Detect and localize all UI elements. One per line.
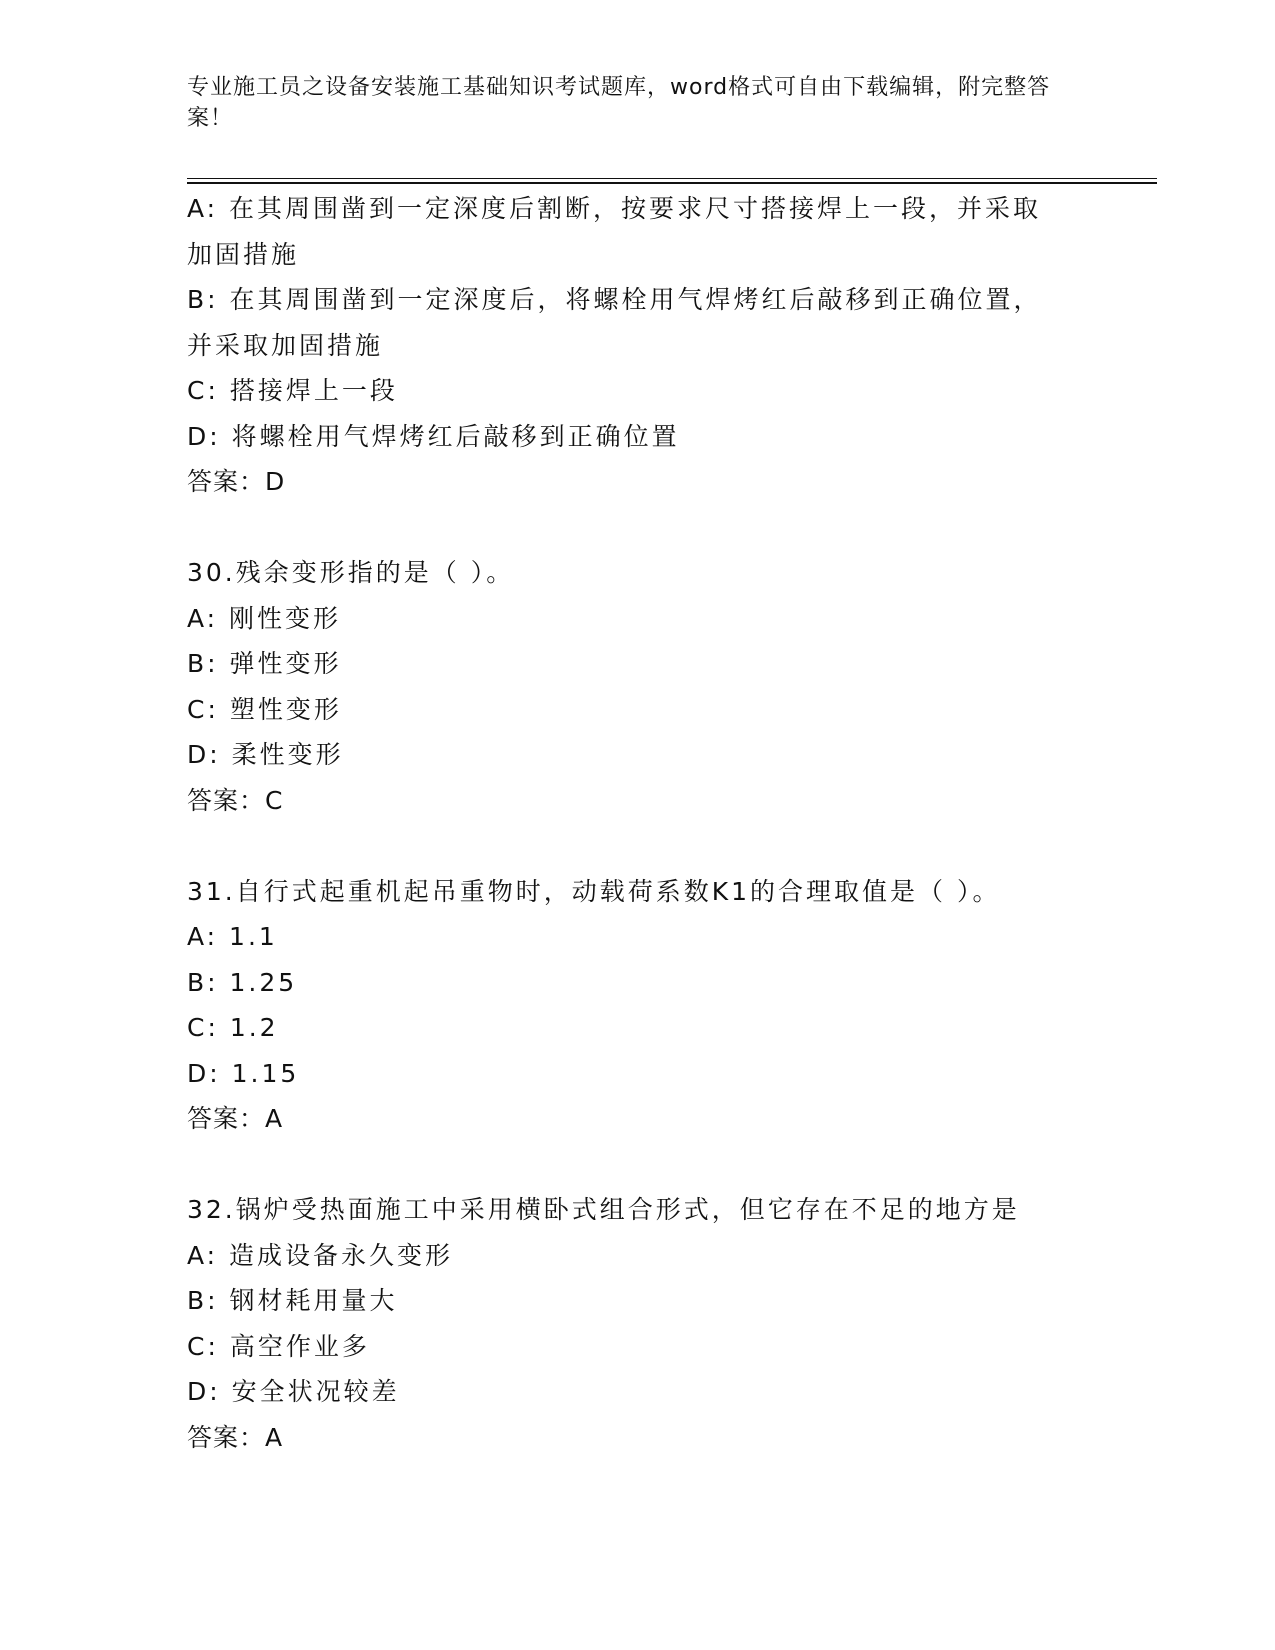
answer: 答案：A bbox=[187, 1422, 284, 1452]
header-rule-thin bbox=[187, 178, 1157, 179]
question-31 bbox=[187, 869, 1087, 1142]
option-b: B: 1.25 bbox=[187, 967, 298, 997]
document-body bbox=[187, 186, 1087, 1460]
option-d: D: 将螺栓用气焊烤红后敲移到正确位置 bbox=[187, 421, 680, 451]
question-text: 32.锅炉受热面施工中采用横卧式组合形式，但它存在不足的地方是 bbox=[187, 1195, 1020, 1224]
question-29-continuation bbox=[187, 186, 1087, 505]
question-text: 30.残余变形指的是（ ）。 bbox=[187, 558, 515, 587]
option-a: A: 刚性变形 bbox=[187, 603, 342, 633]
question-text: 31.自行式起重机起吊重物时，动载荷系数K1的合理取值是（ ）。 bbox=[187, 876, 1001, 906]
spacer bbox=[187, 1142, 1087, 1188]
option-d: D: 安全状况较差 bbox=[187, 1377, 400, 1406]
option-b: B: 钢材耗用量大 bbox=[187, 1286, 398, 1315]
header-title: 专业施工员之设备安装施工基础知识考试题库，word格式可自由下载编辑，附完整答案！ bbox=[187, 75, 1051, 131]
answer: 答案：A bbox=[187, 1104, 284, 1133]
document-header bbox=[187, 72, 1067, 134]
answer: 答案：C bbox=[187, 785, 284, 815]
header-rule-thick bbox=[187, 182, 1157, 184]
spacer bbox=[187, 505, 1087, 551]
option-b: B: 弹性变形 bbox=[187, 649, 342, 678]
option-c: C: 塑性变形 bbox=[187, 694, 342, 724]
spacer bbox=[187, 823, 1087, 869]
option-a: A: 造成设备永久变形 bbox=[187, 1240, 454, 1270]
option-a: A: 在其周围凿到一定深度后割断，按要求尺寸搭接焊上一段，并采取加固措施 bbox=[187, 194, 1042, 269]
option-d: D: 1.15 bbox=[187, 1058, 300, 1088]
question-30 bbox=[187, 550, 1087, 823]
option-c: C: 高空作业多 bbox=[187, 1331, 370, 1361]
option-a: A: 1.1 bbox=[187, 922, 278, 951]
answer: 答案：D bbox=[187, 467, 286, 496]
option-d: D: 柔性变形 bbox=[187, 740, 344, 769]
question-32 bbox=[187, 1187, 1087, 1460]
option-c: C: 搭接焊上一段 bbox=[187, 376, 398, 405]
option-c: C: 1.2 bbox=[187, 1013, 279, 1042]
option-b: B: 在其周围凿到一定深度后，将螺栓用气焊烤红后敲移到正确位置，并采取加固措施 bbox=[187, 285, 1042, 360]
